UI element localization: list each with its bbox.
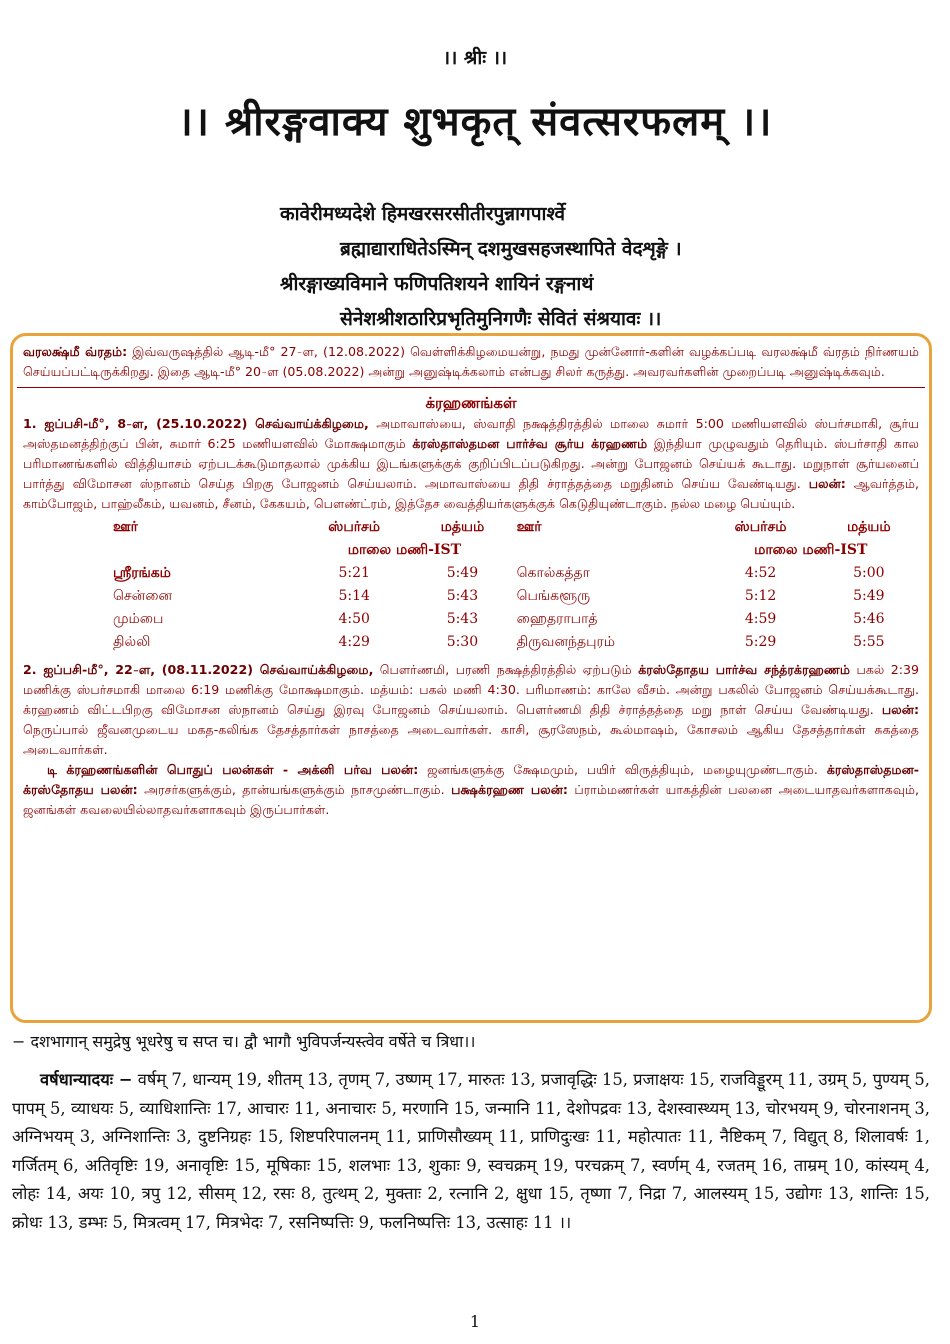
col-madhyam-left: மத்யம் [440, 519, 485, 535]
vratam-paragraph [23, 342, 919, 382]
madhyam-cell: 5:55 [853, 634, 885, 650]
sparsam-cell: 5:12 [744, 588, 777, 604]
eclipse-2-heading: 2. ஐப்பசி-மீ°, 22-ௗ, (08.11.2022) செவ்வாய்க்கிழமை, [23, 662, 374, 677]
verse-line-1: कावेरीमध्यदेशे हिमखरसरसीतीरपुन्नागपार्श्वे [280, 203, 566, 225]
madhyam-cell: 5:43 [446, 588, 479, 604]
eclipse-2-text-b: பகல் 2:39 மணிக்கு ஸ்பர்சமாகி மாலை 6:19 மணிக்கு மோக்ஷமாகும். மத்யம்: பகல் மணி 4:30. பரிமாணம்: காலே வீசம். அன்று பகலில் போஜனம் செய்யக்கூடாது. க்ரஹணம் விட்டபிறகு விமோசன ஸ்நானம் செய்து இரவு போஜனம் செய்யலாம். பௌர்ணமி திதி ச்ராத்தத்தை மறு நாள் செய்ய வேண்டியது. [23, 662, 920, 717]
grastha-result-label: க்ரஸ்தாஸ்தமன-க்ரஸ்தோதய பலன்: [23, 762, 920, 797]
madhyam-cell: 5:46 [853, 611, 885, 627]
sparsam-cell: 5:29 [744, 634, 777, 650]
general-results-text: ஜனங்களுக்கு க்ஷேமமும், பயிர் விருத்தியும், மழையுமுண்டாகும். [418, 762, 827, 777]
time-unit-left: மாலை மணி-IST [347, 542, 462, 558]
sparsam-cell: 4:50 [338, 611, 370, 627]
col-sparsam-left: ஸ்பர்சம் [328, 519, 381, 535]
grastha-result-text: அரசர்களுக்கும், தான்யங்களுக்கும் நாசமுண்டாகும். [137, 782, 452, 797]
sparsam-cell: 5:14 [338, 588, 370, 604]
eclipse-timing-table [23, 516, 919, 654]
sparsam-cell: 4:52 [744, 565, 777, 581]
madhyam-cell: 5:00 [853, 565, 885, 581]
divider [17, 387, 925, 388]
invocation: ।। श्रीः ।। [442, 47, 508, 69]
table-row [23, 631, 919, 654]
madhyam-cell: 5:49 [446, 565, 479, 581]
rain-verse: − दशभागान् समुद्रेषु भूधरेषु च सप्त च। द्वौ भागौ भुविपर्जन्यस्त्वेव वर्षेते च त्रिधा।। [12, 1032, 476, 1051]
eclipse-2-name: க்ரஸ்தோதய பார்ச்வ சந்த்ரக்ரஹணம் [638, 662, 851, 677]
col-city-left: ஊர் [113, 519, 138, 535]
eclipse-1-text-a: அமாவாஸ்யை, ஸ்வாதி நக்ஷத்திரத்தில் மாலை சுமார் 5:00 மணியளவில் ஸ்பர்சமாகி, சூர்ய அஸ்தமனத்திற்குப் பின், சுமார் 6:25 மணியளவில் மோக்ஷமாகும் [23, 416, 919, 451]
notice-box [10, 333, 932, 1023]
city-cell: பெங்களூரு [516, 588, 591, 604]
page-title: ।। श्रीरङ्गवाक्य शुभकृत् संवत्सरफलम् ।। [177, 98, 773, 145]
city-cell: தில்லி [113, 634, 151, 650]
eclipse-1-phalan-text: ஆவர்த்தம், காம்போஜம், பாஹ்லீகம், யவனம், சீனம், கேகயம், பௌண்ட்ரம், இத்தேச வைத்தியர்களுக்குக் கெடுதியுண்டாகும். நல்ல மழை பெய்யும். [23, 476, 919, 511]
sparsam-cell: 4:29 [338, 634, 370, 650]
varsha-dhanya-list [12, 1066, 930, 1238]
eclipse-2-paragraph [23, 660, 919, 760]
madhyam-cell: 5:49 [853, 588, 885, 604]
city-cell: மும்பை [113, 611, 164, 627]
paksha-result-text: ப்ராம்மணர்கள் யாகத்தின் பலனை அடையாதவர்களாகவும், ஜனங்கள் கவலையில்லாதவர்களாகவும் இருப்பார்கள். [23, 782, 920, 817]
eclipse-1-name: க்ரஸ்தாஸ்தமன பார்ச்வ சூர்ய க்ரஹணம் [412, 436, 648, 451]
city-cell: சென்னை [113, 588, 173, 604]
col-madhyam-right: மத்யம் [846, 519, 891, 535]
eclipse-2-phalan-text: நெருப்பால் ஜீவனமுடைய மகத-கலிங்க தேசத்தார்கள் நாசத்தை அடைவார்கள். காசி, சூரஸேநம், கூல்மாஷம், கோசலம் ஆகிய தேசத்தார்கள் சுகத்தை அடைவார்கள். [23, 722, 919, 757]
city-cell: ஹைதராபாத் [516, 611, 598, 627]
vratam-text: இவ்வருஷத்தில் ஆடி-மீ° 27-ௗ, (12.08.2022) வெள்ளிக்கிழமையன்று, நமது முன்னோர்-களின் வழக்கப்படி வரலக்ஷ்மீ வ்ரதம் நிர்ணயம் செய்யப்பட்டிருக்கிறது. இதை ஆடி-மீ° 20-ௗ (05.08.2022) அன்று அனுஷ்டிக்கலாம் என்பது சிலர் கருத்து. அவரவர்களின் முறைப்படி அனுஷ்டிக்கவும். [23, 344, 919, 379]
general-results-label: டி க்ரஹணங்களின் பொதுப் பலன்கள் - அக்னி பர்வ பலன்: [47, 762, 419, 777]
city-cell: திருவனந்தபுரம் [516, 634, 616, 650]
eclipse-2-text-a: பௌர்ணமி, பரணி நக்ஷத்திரத்தில் ஏற்படும் [373, 662, 639, 677]
page-number: 1 [469, 1312, 481, 1331]
sparsam-cell: 5:21 [338, 565, 370, 581]
madhyam-cell: 5:43 [446, 611, 479, 627]
general-results-paragraph [23, 760, 919, 820]
varsha-dhanya-label: वर्षधान्यादयः − [40, 1070, 133, 1089]
eclipse-2-phalan-label: பலன்: [881, 702, 919, 717]
grahanam-title: க்ரஹணங்கள் [425, 394, 517, 412]
verse-line-2: ब्रह्माद्याराधितेऽस्मिन् दशमुखसहजस्थापिते वेदशृङ्गे । [340, 238, 682, 260]
eclipse-1-phalan-label: பலன்: [808, 476, 846, 491]
city-cell: ஸ்ரீரங்கம் [113, 565, 171, 581]
varsha-dhanya-text: वर्षम् 7, धान्यम् 19, शीतम् 13, तृणम् 7, उष्णम् 17, मारुतः 13, प्रजावृद्धिः 15, प्रजाक्षयः 15, राजविड्डूरम् 11, उग्रम् 5, पुण्यम् 5, पापम् 5, व्याधयः 5, व्याधिशान्तिः 17, आचारः 11, अनाचारः 5, मरणानि 15, जन्मानि 11, देशोपद्रवः 13, देशस्वास्थ्यम् 13, चोरभयम् 9, चोरनाशनम् 3, अग्निभयम् 3, अग्निशान्तिः 3, दुष्टनिग्रहः 15, शिष्टपरिपालनम् 11, प्राणिसौख्यम् 11, प्राणिदुःखः 11, महोत्पातः 11, नैष्टिकम् 7, विद्युत् 8, शिलावर्षः 1, गर्जितम् 6, अतिवृष्टिः 19, अनावृष्टिः 15, मूषिकाः 15, शलभाः 13, शुकाः 9, स्वचक्रम् 19, परचक्रम् 7, स्वर्णम् 4, रजतम् 16, ताम्रम् 10, कांस्यम् 4, लोहः 14, अयः 10, त्रपु 12, सीसम् 12, रसः 8, तुत्थम् 2, मुक्ताः 2, रत्नानि 2, क्षुधा 15, तृष्णा 7, निद्रा 7, आलस्यम् 15, उद्योगः 13, शान्तिः 15, क्रोधः 13, डम्भः 5, मित्रत्वम् 17, मित्रभेदः 7, रसनिष्पत्तिः 9, फलनिष्पत्तिः 13, उत्साहः 11 ।। [12, 1070, 930, 1232]
table-row [23, 562, 919, 585]
time-unit-right: மாலை மணி-IST [754, 542, 868, 558]
city-cell: கொல்கத்தா [516, 565, 590, 581]
col-city-right: ஊர் [516, 519, 542, 535]
eclipse-1-heading: 1. ஐப்பசி-மீ°, 8-ௗ, (25.10.2022) செவ்வாய்க்கிழமை, [23, 416, 369, 431]
verse-line-4: सेनेशश्रीशठारिप्रभृतिमुनिगणैः सेवितं संश्रयावः ।। [340, 308, 662, 330]
eclipse-1-paragraph [23, 414, 919, 514]
table-header-row [23, 516, 919, 539]
table-subheader-row [23, 539, 919, 562]
verse-line-3: श्रीरङ्गाख्यविमाने फणिपतिशयने शायिनं रङ्गनाथं [280, 273, 594, 295]
sparsam-cell: 4:59 [744, 611, 777, 627]
table-row [23, 608, 919, 631]
paksha-result-label: பக்ஷக்ரஹண பலன்: [451, 782, 568, 797]
col-sparsam-right: ஸ்பர்சம் [734, 519, 787, 535]
madhyam-cell: 5:30 [446, 634, 479, 650]
eclipse-1-text-b: இந்தியா முழுவதும் தெரியும். ஸ்பர்சாதி கால பரிமாணங்களில் வித்தியாசம் ஏற்படக்கூடுமாதலால் முக்கிய இடங்களுக்குக் குறிப்பிடப்படுகிறது. அன்று போஜனம் செய்யக் கூடாது. மறுநாள் சூர்யனைப் பார்த்து விமோசன ஸ்நானம் செய்த பிறகு போஜனம் செய்யலாம். அமாவாஸ்யை திதி ச்ராத்தத்தை மறுதினம் செய்ய வேண்டியது. [23, 436, 919, 491]
table-row [23, 585, 919, 608]
vratam-label: வரலக்ஷ்மீ வ்ரதம்: [23, 344, 128, 359]
